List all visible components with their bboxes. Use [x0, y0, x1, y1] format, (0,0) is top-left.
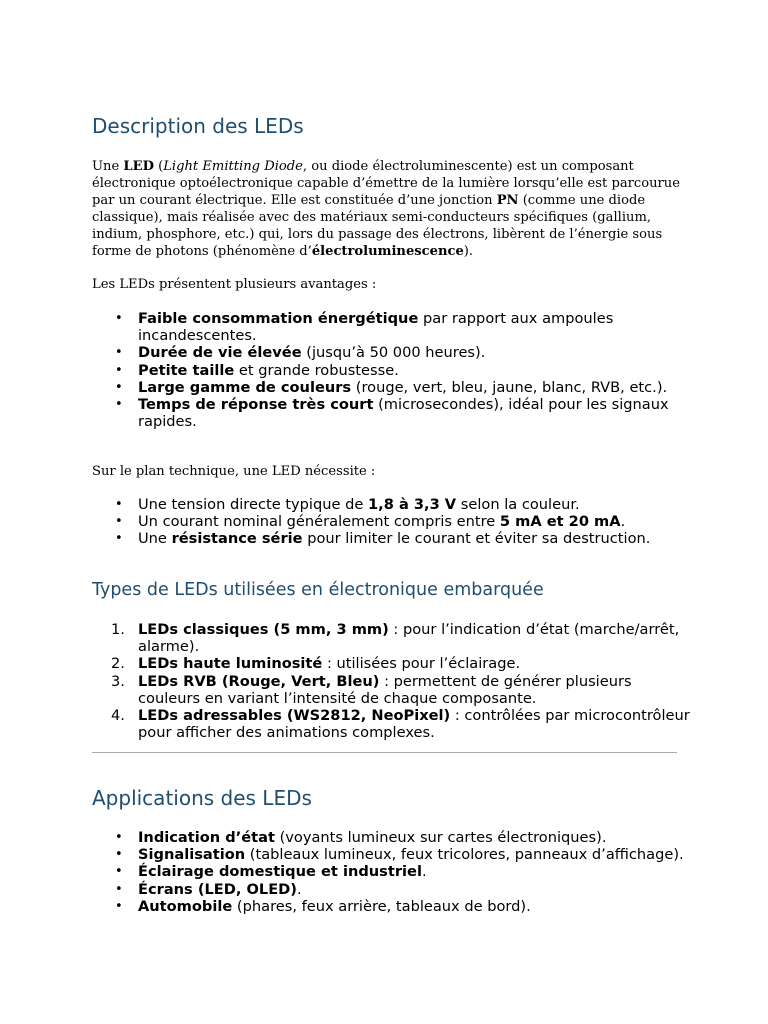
item-text: : permettent de générer plusieurs couleurs en variant l’intensité de chaque composante.: [138, 672, 632, 707]
item-text: .: [296, 880, 302, 898]
heading-description: Description des LEDs: [92, 114, 304, 138]
types-list: [92, 621, 693, 741]
technical-intro: Sur le plan technique, une LED nécessite :: [92, 464, 376, 479]
item-text: (tableaux lumineux, feux tricolores, panneaux d’affichage).: [245, 846, 684, 864]
item-text: .: [620, 513, 626, 531]
advantages-intro: Les LEDs présentent plusieurs avantages :: [92, 277, 377, 292]
item-text: pour limiter le courant et éviter sa destruction.: [302, 530, 651, 548]
item-bold: Éclairage domestique et industriel: [138, 863, 422, 881]
list-item: [138, 898, 693, 915]
item-text: (phares, feux arrière, tableaux de bord).: [232, 897, 531, 915]
item-bold: Petite taille: [138, 361, 235, 379]
item-bold: Faible consommation énergétique: [138, 310, 419, 327]
item-bold: Durée de vie élevée: [138, 344, 302, 362]
item-text: Un courant nominal généralement compris entre: [138, 513, 500, 531]
list-item: [138, 863, 693, 880]
item-text: (rouge, vert, bleu, jaune, blanc, RVB, etc.).: [351, 378, 668, 396]
list-item: [138, 379, 693, 396]
intro-electro: électroluminescence: [311, 244, 464, 259]
list-item: [138, 344, 693, 361]
item-text: (microsecondes), idéal pour les signaux rapides.: [138, 396, 669, 431]
item-bold: Signalisation: [138, 846, 246, 864]
applications-list: [92, 829, 693, 915]
list-item: [138, 530, 693, 547]
list-item: [138, 621, 693, 655]
list-item: [138, 655, 693, 672]
list-item: [138, 673, 693, 707]
list-item: [138, 396, 693, 430]
item-text: .: [421, 863, 427, 881]
item-text: Une: [138, 530, 172, 548]
advantages-list: [92, 310, 693, 430]
intro-text-1: Une: [92, 159, 124, 174]
heading-applications: Applications des LEDs: [92, 786, 312, 810]
intro-text-3: , ou diode électroluminescente) est un composant électronique optoélectronique capable d’émettre de la lumière lorsqu’elle est parcourue par un courant électrique. Elle est constituée d’une jonction: [92, 159, 680, 208]
list-item: [138, 496, 693, 513]
intro-led: LED: [123, 159, 154, 174]
intro-paragraph: [92, 158, 682, 260]
intro-text-4: (comme une diode classique), mais réalisée avec des matériaux semi-conducteurs spécifiques (gallium, indium, phosphore, etc.) qui, lors du passage des électrons, libèrent de l’énergie sous forme de photons (phénomène d’: [92, 193, 663, 259]
list-item: [138, 846, 693, 863]
list-item: [138, 362, 693, 379]
list-item: [138, 881, 693, 898]
item-text: selon la couleur.: [456, 496, 580, 513]
item-text: Une tension directe typique de: [138, 496, 369, 513]
item-bold: Large gamme de couleurs: [138, 378, 352, 396]
item-bold: Indication d’état: [138, 829, 275, 846]
item-bold: LEDs adressables (WS2812, NeoPixel): [138, 707, 451, 725]
item-text: (voyants lumineux sur cartes électroniques).: [274, 829, 607, 846]
item-bold: LEDs classiques (5 mm, 3 mm): [138, 621, 389, 638]
item-bold: Écrans (LED, OLED): [138, 880, 297, 898]
list-item: [138, 310, 693, 344]
item-text: : pour l’indication d’état (marche/arrêt, alarme).: [138, 621, 680, 656]
item-text: et grande robustesse.: [234, 361, 399, 379]
item-text: : utilisées pour l’éclairage.: [322, 655, 521, 673]
list-item: [138, 829, 693, 846]
technical-list: [92, 496, 693, 548]
item-bold: Automobile: [138, 897, 233, 915]
item-text: par rapport aux ampoules incandescentes.: [138, 310, 614, 345]
item-bold: résistance série: [171, 530, 303, 548]
intro-pn: PN: [496, 193, 519, 208]
intro-led-full: Light Emitting Diode: [163, 159, 303, 174]
heading-types: Types de LEDs utilisées en électronique embarquée: [92, 580, 544, 600]
intro-text-5: ).: [463, 244, 474, 259]
list-item: [138, 707, 693, 741]
intro-text-2: (: [153, 159, 164, 174]
item-bold: LEDs RVB (Rouge, Vert, Bleu): [138, 672, 380, 690]
item-bold: Temps de réponse très court: [138, 396, 374, 414]
item-text: : contrôlées par microcontrôleur pour afficher des animations complexes.: [138, 707, 690, 742]
item-bold: 1,8 à 3,3 V: [368, 496, 457, 513]
item-text: (jusqu’à 50 000 heures).: [301, 344, 486, 362]
list-item: [138, 513, 693, 530]
item-bold: 5 mA et 20 mA: [499, 513, 621, 531]
item-bold: LEDs haute luminosité: [138, 655, 323, 673]
section-divider: [92, 752, 677, 753]
